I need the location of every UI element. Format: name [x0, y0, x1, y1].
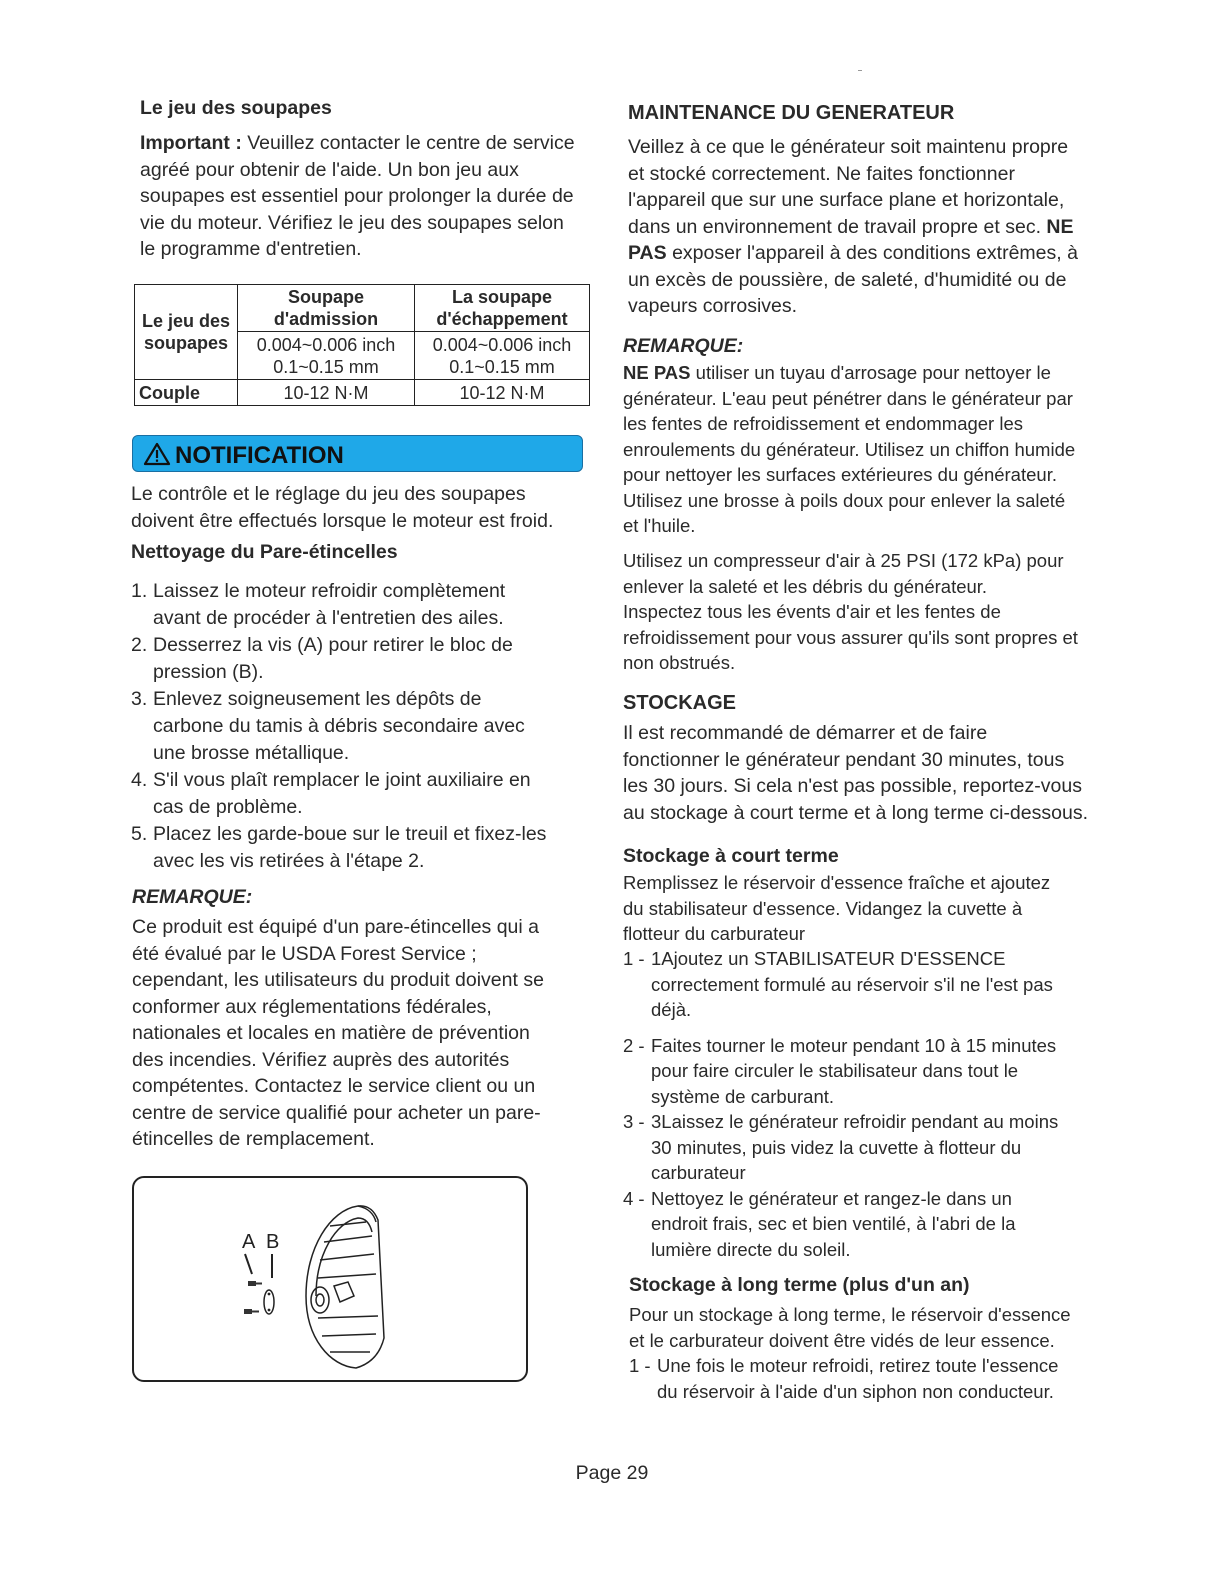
pressure-block-icon	[264, 1290, 274, 1314]
important-label: Important :	[140, 132, 242, 154]
compressor-text-1: Utilisez un compresseur d'air à 25 PSI (172 kPa) pour enlever la saleté et les débris du générateur.	[623, 550, 1064, 597]
step-number: 1.	[131, 580, 148, 602]
right-remark-paragraph	[623, 360, 1085, 539]
page-number: Page 29	[575, 1462, 649, 1484]
list-item	[629, 1353, 1079, 1404]
table-col-exhaust: La soupape d'échappement	[415, 285, 590, 332]
left-remark-text: Ce produit est équipé d'un pare-étincelles qui a été évalué par le USDA Forest Service ; cependant, les utilisateurs du produit doivent se conformer aux réglementations fédérales, nationales et locales en matière de prévention des incendies. Vérifiez auprès des autorités compétentes. Contactez le service client ou un centre de service qualifié pour acheter un pare-étincelles de remplacement.	[132, 916, 544, 1150]
compressor-text-2: Inspectez tous les évents d'air et les fentes de refroidissement pour vous assurer qu'ils sont propres et non obstrués.	[623, 601, 1078, 673]
intake-mm: 0.1~0.15 mm	[273, 356, 379, 377]
step-number: 5.	[131, 823, 148, 845]
list-item	[131, 632, 551, 686]
table-row-header-clearance: Le jeu des soupapes	[135, 285, 238, 380]
spark-arrester-heading: Nettoyage du Pare-étincelles	[131, 541, 398, 563]
exhaust-mm: 0.1~0.15 mm	[449, 356, 555, 377]
spark-arrester-steps	[131, 578, 551, 875]
warning-icon	[143, 442, 171, 466]
short-storage-steps	[623, 946, 1063, 1262]
step-text: Une fois le moteur refroidi, retirez toute l'essence du réservoir à l'aide d'un siphon non conducteur.	[657, 1355, 1059, 1402]
step-number: 4.	[131, 769, 148, 791]
figure-label-b: B	[266, 1231, 280, 1253]
maintenance-text-2: exposer l'appareil à des conditions extrêmes, à un excès de poussière, de saleté, d'humidité ou de vapeurs corrosives.	[628, 242, 1078, 317]
list-item	[131, 767, 551, 821]
step-text: 1Ajoutez un STABILISATEUR D'ESSENCE correctement formulé au réservoir s'il ne l'est pas déjà.	[651, 948, 1053, 1020]
screw-icon	[244, 1281, 262, 1314]
step-number: 2 -	[623, 1034, 645, 1056]
figure-label-a: A	[242, 1231, 256, 1253]
storage-heading: STOCKAGE	[623, 692, 736, 714]
step-number: 3.	[131, 688, 148, 710]
step-number: 4 -	[623, 1187, 645, 1209]
exhaust-inch: 0.004~0.006 inch	[432, 334, 572, 355]
spark-arrester-figure	[132, 1176, 528, 1382]
short-storage-heading: Stockage à court terme	[623, 845, 839, 867]
step-text: Laissez le moteur refroidir complètement avant de procéder à l'entretien des ailes.	[153, 580, 506, 629]
step-text: Faites tourner le moteur pendant 10 à 15 minutes pour faire circuler le stabilisateur dans tout le système de carburant.	[651, 1034, 1057, 1107]
short-storage-intro: Remplissez le réservoir d'essence fraîche et ajoutez du stabilisateur d'essence. Vidangez la cuvette à flotteur du carburateur	[623, 872, 1051, 944]
table-cell-intake-torque: 10-12 N·M	[238, 380, 415, 406]
table-cell-exhaust-torque: 10-12 N·M	[415, 380, 590, 406]
list-item	[131, 578, 551, 632]
table-col-intake: Soupape d'admission	[238, 285, 415, 332]
notification-text: Le contrôle et le réglage du jeu des soupapes doivent être effectués lorsque le moteur est froid.	[131, 483, 554, 532]
list-item	[623, 946, 1063, 1023]
step-text: Desserrez la vis (A) pour retirer le bloc de pression (B).	[153, 634, 513, 683]
list-item	[131, 821, 551, 875]
maintenance-bold: NE PAS	[628, 215, 1074, 264]
valve-heading: Le jeu des soupapes	[140, 97, 332, 119]
intake-inch: 0.004~0.006 inch	[256, 334, 396, 355]
list-item	[623, 1186, 1063, 1263]
muffler-housing-icon	[306, 1206, 384, 1368]
maintenance-text-1: Veillez à ce que le générateur soit maintenu propre et stocké correctement. Ne faites fonctionner l'appareil que sur une surface plane et horizontale, dans un environnement de travail propre et sec.	[628, 136, 1069, 238]
step-text: 3Laissez le générateur refroidir pendant au moins 30 minutes, puis videz la cuvette à flotteur du carburateur	[651, 1111, 1059, 1183]
long-storage-heading: Stockage à long terme (plus d'un an)	[629, 1274, 970, 1296]
list-item	[623, 1033, 1063, 1110]
notification-banner	[132, 435, 583, 472]
step-number: 1 -	[629, 1355, 651, 1376]
maintenance-heading: MAINTENANCE DU GENERATEUR	[628, 102, 955, 124]
right-remark-text: utiliser un tuyau d'arrosage pour nettoyer le générateur. L'eau peut pénétrer dans le générateur par les fentes de refroidissement et endommager les enroulements du générateur. Utilisez un chiffon humide pour nettoyer les surfaces extérieures du générateur. Utilisez une brosse à poils doux pour enlever la saleté et l'huile.	[623, 362, 1076, 536]
long-storage-steps	[629, 1353, 1079, 1404]
page-mark	[858, 70, 862, 71]
notification-title: NOTIFICATION	[175, 442, 344, 469]
list-item	[131, 686, 551, 767]
step-text: S'il vous plaît remplacer le joint auxiliaire en cas de problème.	[153, 769, 531, 818]
step-number: 3 -	[623, 1111, 645, 1132]
table-cell-intake-clearance	[238, 332, 415, 380]
long-storage-intro: Pour un stockage à long terme, le réservoir d'essence et le carburateur doivent être vidés de leur essence.	[629, 1304, 1071, 1351]
storage-text: Il est recommandé de démarrer et de faire fonctionner le générateur pendant 30 minutes, tous les 30 jours. Si cela n'est pas possible, reportez-vous au stockage à court terme et à long terme ci-dessous.	[623, 722, 1088, 824]
step-text: Placez les garde-boue sur le treuil et fixez-les avec les vis retirées à l'étape 2.	[153, 823, 547, 872]
maintenance-paragraph	[628, 134, 1088, 320]
right-remark-label: REMARQUE:	[623, 335, 744, 357]
step-number: 2.	[131, 634, 148, 656]
right-remark-bold: NE PAS	[623, 362, 691, 383]
step-text: Enlevez soigneusement les dépôts de carbone du tamis à débris secondaire avec une brosse métallique.	[153, 688, 525, 764]
table-cell-exhaust-clearance	[415, 332, 590, 380]
list-item	[623, 1109, 1063, 1186]
valve-clearance-table	[134, 284, 590, 406]
spark-arrester-illustration	[134, 1178, 526, 1380]
step-number: 1 -	[623, 948, 645, 969]
important-paragraph	[140, 130, 580, 263]
table-row-header-torque: Couple	[135, 380, 238, 406]
important-text: Veuillez contacter le centre de service agréé pour obtenir de l'aide. Un bon jeu aux soupapes est essentiel pour prolonger la durée de vie du moteur. Vérifiez le jeu des soupapes selon le programme d'entretien.	[140, 132, 575, 260]
left-remark-label: REMARQUE:	[132, 886, 253, 908]
step-text: Nettoyez le générateur et rangez-le dans un endroit frais, sec et bien ventilé, à l'abri de la lumière directe du soleil.	[651, 1187, 1016, 1260]
